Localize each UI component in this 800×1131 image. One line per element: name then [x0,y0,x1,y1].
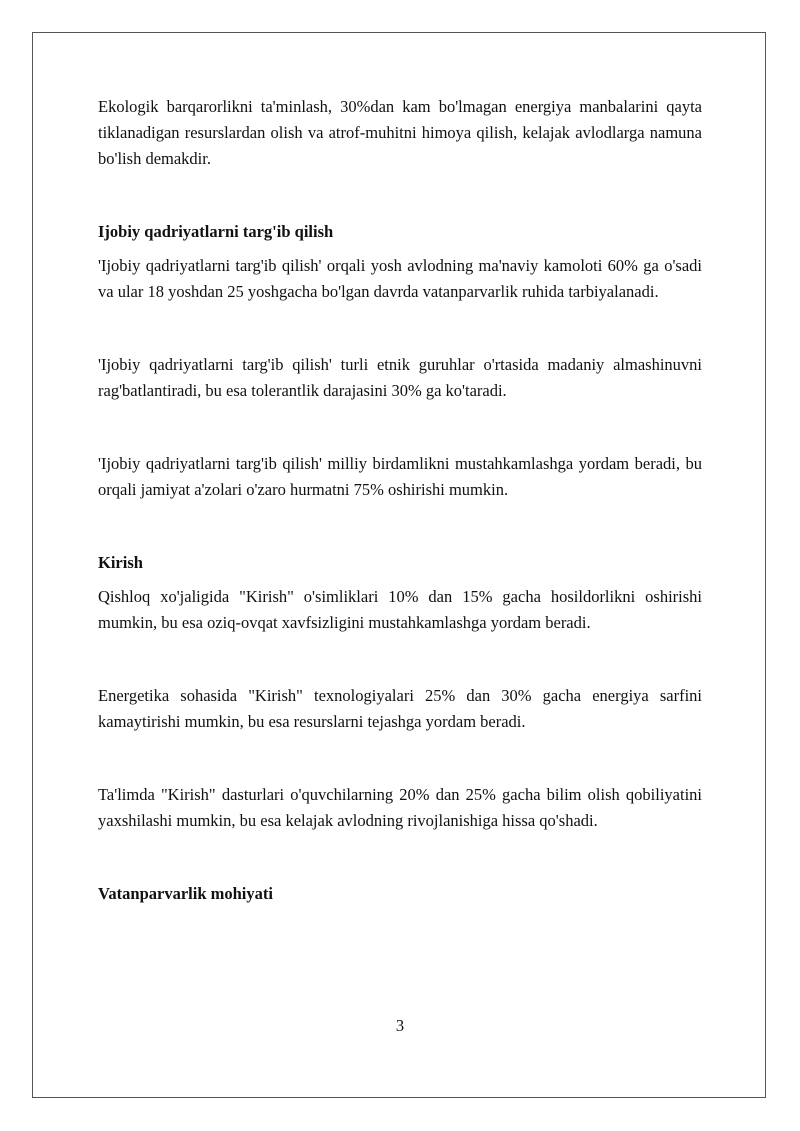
section-paragraph: Qishloq xo'jaligida "Kirish" o'simliklari 10% dan 15% gacha hosildorlikni oshirishi mumkin, bu esa oziq-ovqat xavfsizligini mustahkamlashga yordam beradi. [98,587,702,632]
section-paragraph: 'Ijobiy qadriyatlarni targ'ib qilish' milliy birdamlikni mustahkamlashga yordam beradi, bu orqali jamiyat a'zolari o'zaro hurmatni 75% oshirishi mumkin. [98,454,702,499]
section-paragraph: 'Ijobiy qadriyatlarni targ'ib qilish' orqali yosh avlodning ma'naviy kamoloti 60% ga o'sadi va ular 18 yoshdan 25 yoshgacha bo'lgan davrda vatanparvarlik ruhida tarbiyalanadi. [98,256,702,301]
section-heading-ijobiy: Ijobiy qadriyatlarni targ'ib qilish [98,222,334,241]
document-body [98,94,702,907]
section-paragraph: Ta'limda "Kirish" dasturlari o'quvchilarning 20% dan 25% gacha bilim olish qobiliyatini yaxshilashi mumkin, bu esa kelajak avlodning rivojlanishiga hissa qo'shadi. [98,785,702,830]
section-paragraph: Energetika sohasida "Kirish" texnologiyalari 25% dan 30% gacha energiya sarfini kamaytirishi mumkin, bu esa resurslarni tejashga yordam beradi. [98,686,702,731]
section-paragraph: 'Ijobiy qadriyatlarni targ'ib qilish' turli etnik guruhlar o'rtasida madaniy almashinuvni rag'batlantiradi, bu esa tolerantlik darajasini 30% ga ko'taradi. [98,355,702,400]
section-heading-kirish: Kirish [98,553,143,572]
section-heading-vatanparvarlik: Vatanparvarlik mohiyati [98,884,273,903]
page-number: 3 [395,1016,405,1035]
intro-paragraph: Ekologik barqarorlikni ta'minlash, 30%dan kam bo'lmagan energiya manbalarini qayta tiklanadigan resurslardan olish va atrof-muhitni himoya qilish, kelajak avlodlarga namuna bo'lish demakdir. [98,97,702,168]
